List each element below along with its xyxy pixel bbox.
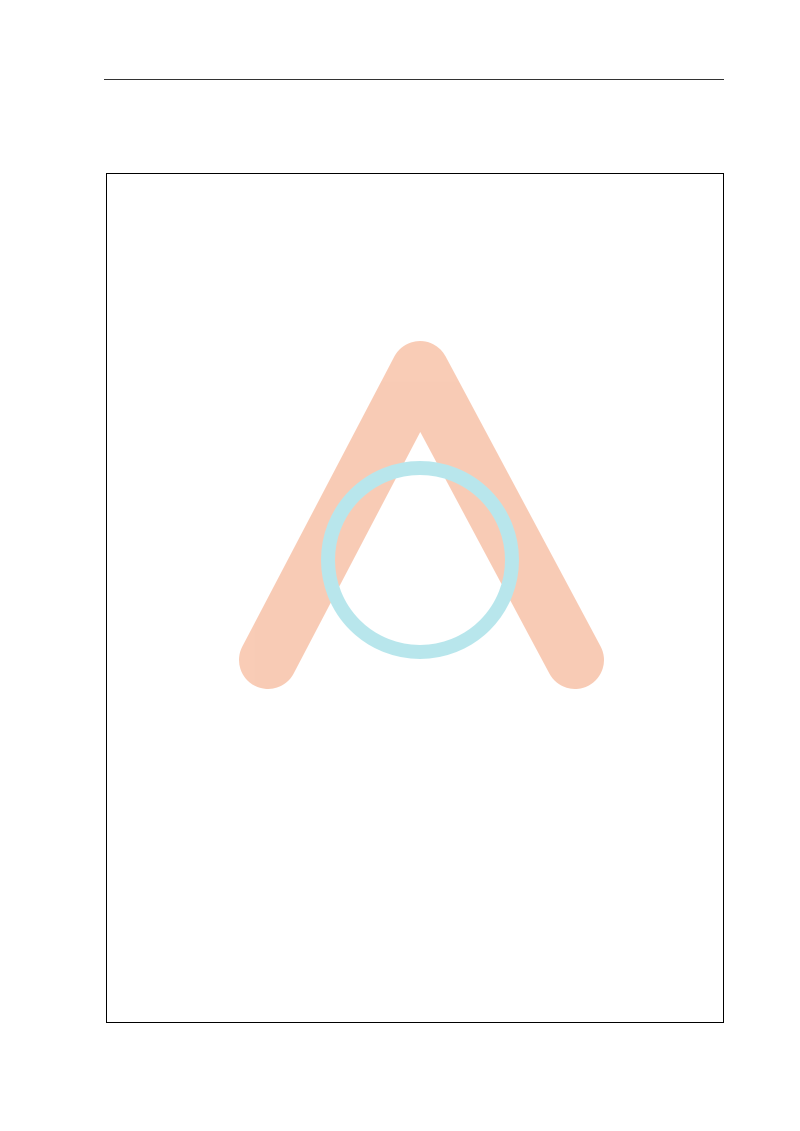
header-rule: [104, 79, 724, 80]
table-caption: [106, 148, 726, 164]
sds-table: [106, 173, 724, 1023]
